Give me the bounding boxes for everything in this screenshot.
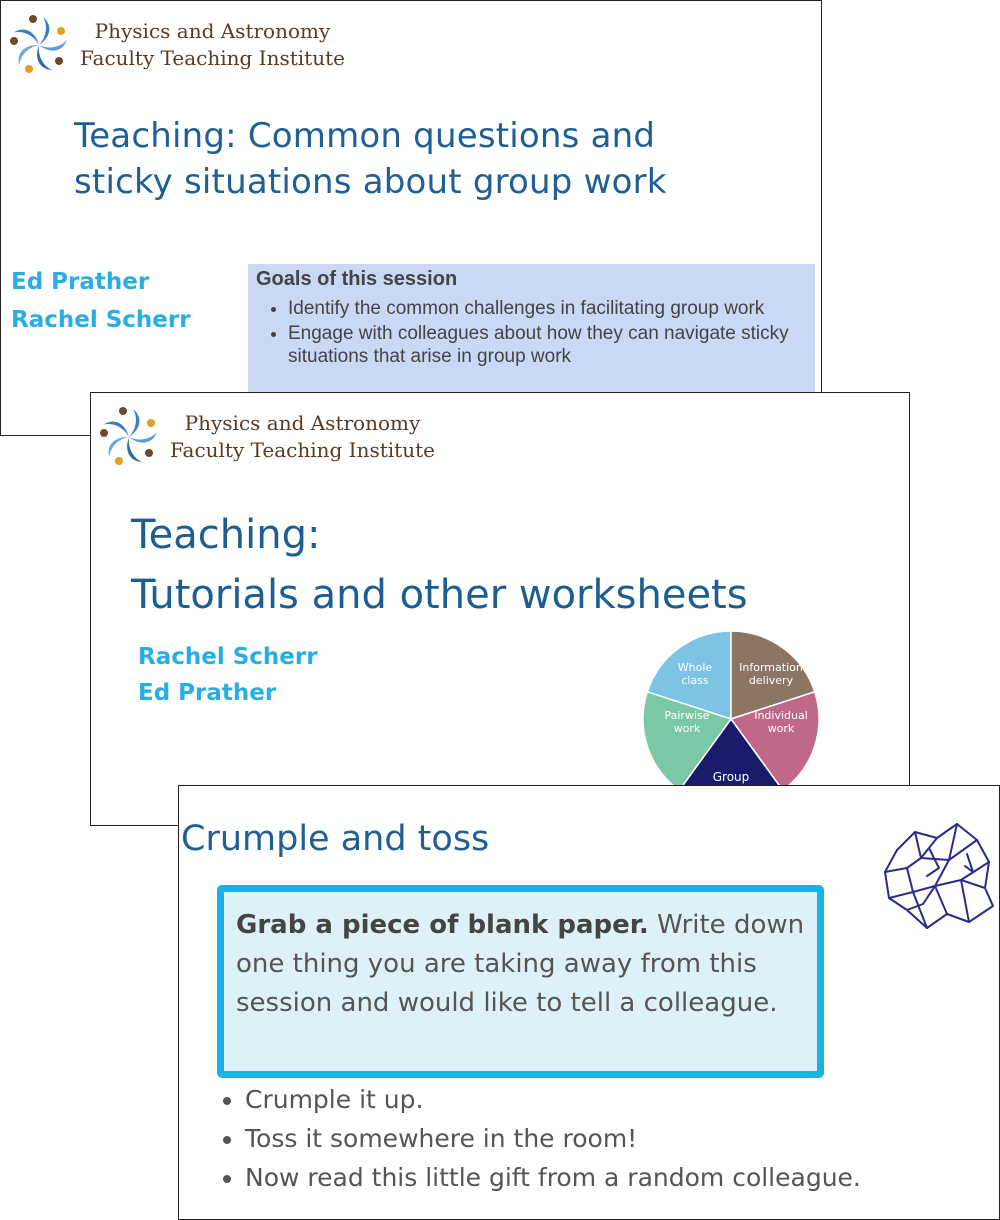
slide-crumple-and-toss [178,785,1000,1220]
slide-tutorials [90,392,910,826]
authors [138,639,318,711]
slide-title [74,113,774,205]
callout-bold-text: Grab a piece of blank paper. [236,910,649,940]
step-item: • Now read this little gift from a random colleague. [245,1158,861,1197]
instruction-callout [217,885,824,1078]
pie-label-whole-class-2: class [681,674,709,687]
pinwheel-logo-icon [5,11,73,79]
steps-list [216,1080,861,1197]
pie-label-information-delivery-2: delivery [748,674,794,687]
goal-item: • Engage with colleagues about how they can navigate sticky situations that arise in group work [288,322,807,368]
goal-item: • Identify the common challenges in facilitating group work [288,297,807,320]
org-line-1: Physics and Astronomy [94,19,331,43]
pie-label-whole-class-1: Whole [677,661,713,674]
org-line-1: Physics and Astronomy [184,411,421,435]
callout-text: Write down one thing you are taking away from this session and would like to tell a colleague. [236,910,805,1018]
org-line-2: Faculty Teaching Institute [170,438,435,462]
authors [11,263,191,339]
activity-pie-diagram [643,631,819,807]
pie-label-individual-work-1: Individual [754,709,808,722]
title-line-2: Tutorials and other worksheets [131,572,748,618]
pie-label-pairwise-work-1: Pairwise [664,709,710,722]
goals-title: Goals of this session [256,268,458,290]
author-1: Ed Prather [11,269,150,295]
author-1: Rachel Scherr [138,644,318,670]
pie-label-pairwise-work-2: work [673,722,701,735]
title-line-1: Teaching: [131,512,321,558]
author-2: Ed Prather [138,680,277,706]
title-line-1: Teaching: Common questions and [74,116,656,156]
pie-label-group: Group [712,770,750,784]
slide-title [131,505,891,625]
pie-label-information-delivery-1: Information [739,661,803,674]
slide-title: Crumple and toss [181,819,490,859]
slide-group-work [0,0,822,436]
author-2: Rachel Scherr [11,307,191,333]
org-name [80,18,345,72]
step-item: • Crumple it up. [245,1080,861,1119]
pinwheel-logo-icon [95,403,163,471]
crumpled-paper-icon [877,810,999,936]
title-line-2: sticky situations about group work [74,162,667,202]
step-item: • Toss it somewhere in the room! [245,1119,861,1158]
org-name [170,410,435,464]
pie-label-individual-work-2: work [767,722,795,735]
goals-list [256,297,807,368]
org-line-2: Faculty Teaching Institute [80,46,345,70]
